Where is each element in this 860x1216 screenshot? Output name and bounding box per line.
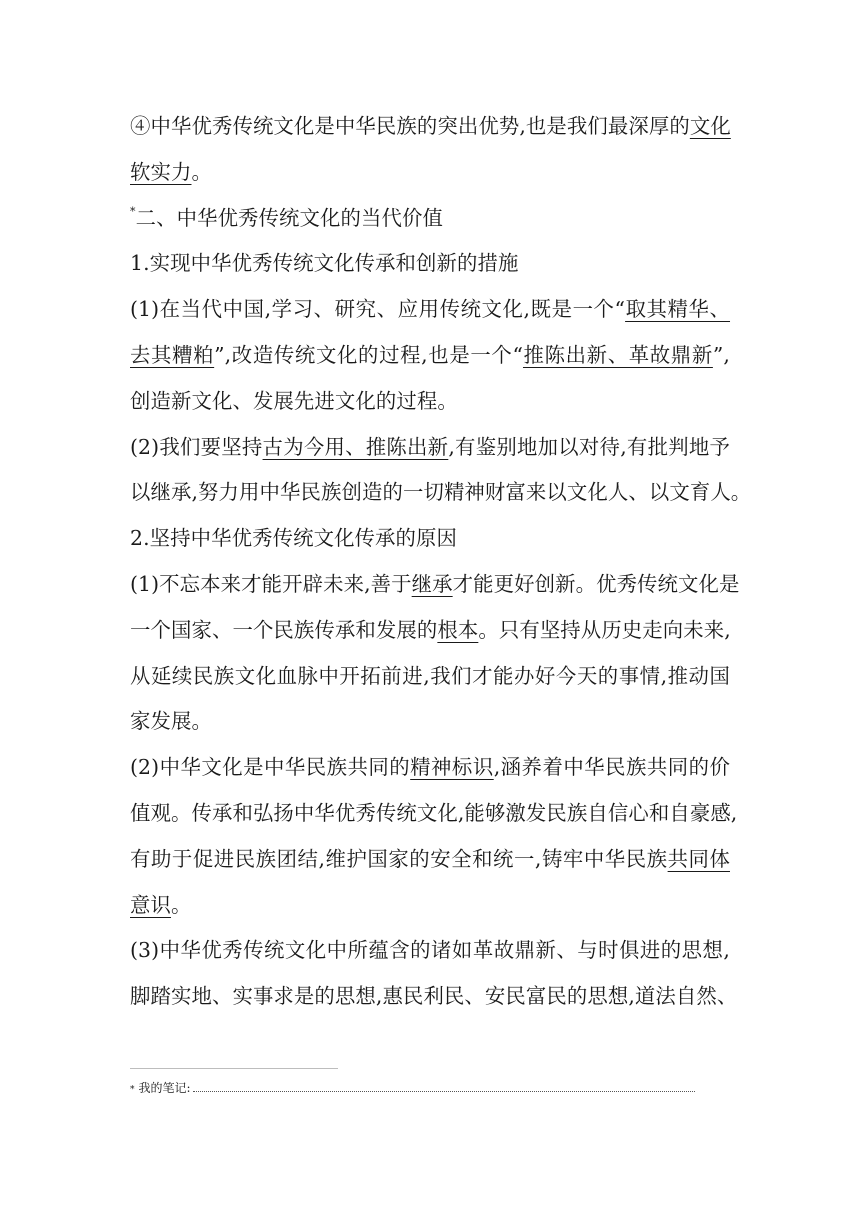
line-text: 值观。传承和弘扬中华优秀传统文化,能够激发民族自信心和自豪感, xyxy=(130,801,738,825)
line-text: ”,改造传统文化的过程,也是一个“ xyxy=(214,343,523,367)
line-text: ④中华优秀传统文化是中华民族的突出优势,也是我们最深厚的 xyxy=(130,114,690,138)
line-text: ,涵养着中华民族共同的价 xyxy=(493,755,730,780)
text-line xyxy=(130,747,730,787)
line-text: (2)中华文化是中华民族共同的 xyxy=(130,755,411,780)
underlined-answer: 取其精华、 xyxy=(625,297,731,322)
underlined-answer: 去其糟粕 xyxy=(130,343,215,367)
text-line xyxy=(130,656,730,696)
underlined-answer: 共同体 xyxy=(667,846,730,871)
text-line xyxy=(130,930,730,970)
line-text: 2.坚持中华优秀传统文化传承的原因 xyxy=(130,526,458,551)
line-text: 二、中华优秀传统文化的当代价值 xyxy=(135,205,443,230)
text-line xyxy=(130,793,738,833)
text-line xyxy=(130,976,738,1016)
text-line xyxy=(130,335,730,375)
text-line xyxy=(130,289,730,329)
underlined-answer: 软实力 xyxy=(130,159,192,184)
underlined-answer: 文化 xyxy=(689,114,731,138)
text-line xyxy=(130,701,730,741)
line-text: 。只有坚持从历史走向未来, xyxy=(478,617,731,642)
text-line xyxy=(130,518,730,558)
line-text: (1)不忘本来才能开辟未来,善于 xyxy=(130,572,412,596)
line-text: (2)我们要坚持 xyxy=(130,434,263,459)
line-text: 创造新文化、发展先进文化的过程。 xyxy=(130,388,458,413)
notes-footnote xyxy=(130,1078,730,1098)
line-text: 1.实现中华优秀传统文化传承和创新的措施 xyxy=(130,251,519,276)
underlined-answer: 古为今用、推陈出新 xyxy=(262,434,449,459)
text-line xyxy=(130,564,740,604)
notes-label: 我的笔记: xyxy=(138,1081,191,1095)
underlined-answer: 意识 xyxy=(130,892,171,917)
text-line xyxy=(130,152,730,192)
line-text: 一个国家、一个民族传承和发展的 xyxy=(130,617,438,642)
footnote-mark: * xyxy=(130,1085,135,1095)
text-line xyxy=(130,198,730,238)
line-text: 才能更好创新。优秀传统文化是 xyxy=(452,572,740,596)
underlined-answer: 精神标识 xyxy=(410,755,494,780)
underlined-answer: 根本 xyxy=(437,617,479,642)
footnote-divider xyxy=(130,1068,338,1069)
text-line xyxy=(130,885,730,925)
text-line xyxy=(130,427,730,467)
line-text: 家发展。 xyxy=(130,709,212,734)
line-text: (3)中华优秀传统文化中所蕴含的诸如革故鼎新、与时俱进的思想, xyxy=(130,938,730,963)
underlined-answer: 继承 xyxy=(411,572,453,596)
line-text: ”, xyxy=(712,343,730,367)
line-text: 有助于促进民族团结,维护国家的安全和统一,铸牢中华民族 xyxy=(130,846,668,871)
line-text: 。 xyxy=(170,892,192,917)
text-line xyxy=(130,106,730,146)
text-line xyxy=(130,243,730,283)
line-text: 从延续民族文化血脉中开拓前进,我们才能办好今天的事情,推动国 xyxy=(130,663,730,688)
text-line xyxy=(130,472,752,512)
text-line xyxy=(130,839,730,879)
line-text: ,有鉴别地加以对待,有批判地予 xyxy=(448,434,730,459)
text-line xyxy=(130,610,730,650)
line-text: 。 xyxy=(191,159,212,184)
line-text: 脚踏实地、实事求是的思想,惠民利民、安民富民的思想,道法自然、 xyxy=(130,984,738,1009)
line-sup-mark: * xyxy=(130,204,136,218)
notes-write-line[interactable] xyxy=(193,1081,695,1092)
line-text: (1)在当代中国,学习、研究、应用传统文化,既是一个“ xyxy=(130,297,626,322)
text-line xyxy=(130,381,730,421)
underlined-answer: 推陈出新、革故鼎新 xyxy=(522,343,713,367)
line-text: 以继承,努力用中华民族创造的一切精神财富来以文化人、以文育人。 xyxy=(130,480,752,505)
